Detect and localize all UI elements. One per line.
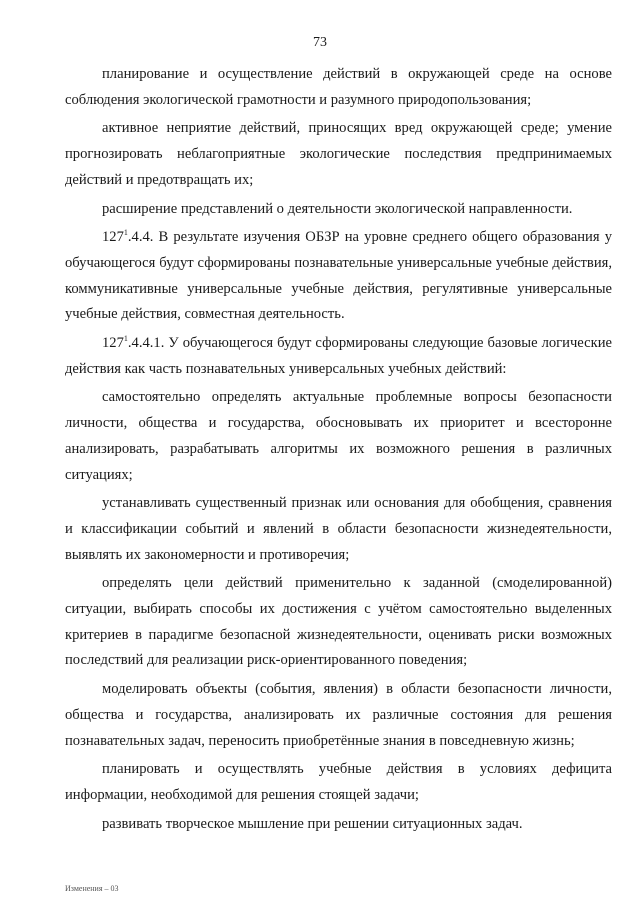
footer-revision-note: Изменения – 03 [65, 884, 119, 893]
paragraph: развивать творческое мышление при решении ситуационных задач. [102, 815, 523, 832]
document-body [65, 62, 612, 840]
paragraph: определять цели действий применительно к заданной (смоделированной) ситуации, выбирать способы их достижения с учётом самостоятельно выделенных критериев в парадигме безопасной жизнедеятельности, оценивать риски возможных последствий для реализации риск-ориентированного поведения; [65, 575, 612, 669]
paragraph: активное неприятие действий, приносящих вред окружающей среде; умение прогнозировать неблагоприятные экологические последствия предпринимаемых действий и предотвращать их; [65, 120, 612, 188]
section-number: 127 [102, 335, 124, 352]
paragraph: самостоятельно определять актуальные проблемные вопросы безопасности личности, общества и государства, обосновывать их приоритет и всесторонне анализировать, разрабатывать алгоритмы их возможного решения в различных ситуациях; [65, 389, 612, 483]
page-number: 73 [313, 35, 327, 50]
paragraph: моделировать объекты (события, явления) в области безопасности личности, общества и государства, анализировать их различные состояния для решения познавательных задач, переносить приобретённые знания в повседневную жизнь; [65, 681, 612, 749]
section-superscript: 1 [123, 228, 128, 238]
paragraph: расширение представлений о деятельности экологической направленности. [102, 200, 573, 217]
section-superscript: 1 [123, 334, 128, 344]
section-paragraph: $127^1.4.4$. В результате изучения ОБЗР на уровне среднего общего образования у обучающегося будут сформированы познавательные универсальные учебные действия, коммуникативные универсальные учебные действия, регулятивные универсальные учебные действия, совместная деятельность. [65, 228, 612, 323]
paragraph: планирование и осуществление действий в окружающей среде на основе соблюдения экологической грамотности и разумного природопользования; [65, 66, 612, 108]
paragraph: устанавливать существенный признак или основания для обобщения, сравнения и классификации событий и явлений в области безопасности жизнедеятельности, выявлять их закономерности и противоречия; [65, 495, 612, 563]
section-number: 127 [102, 229, 124, 246]
paragraph: планировать и осуществлять учебные действия в условиях дефицита информации, необходимой для решения стоящей задачи; [65, 761, 612, 803]
section-paragraph: $127^1.4.4.1$. У обучающегося будут сформированы следующие базовые логические действия как часть познавательных универсальных учебных действий: [65, 334, 612, 377]
